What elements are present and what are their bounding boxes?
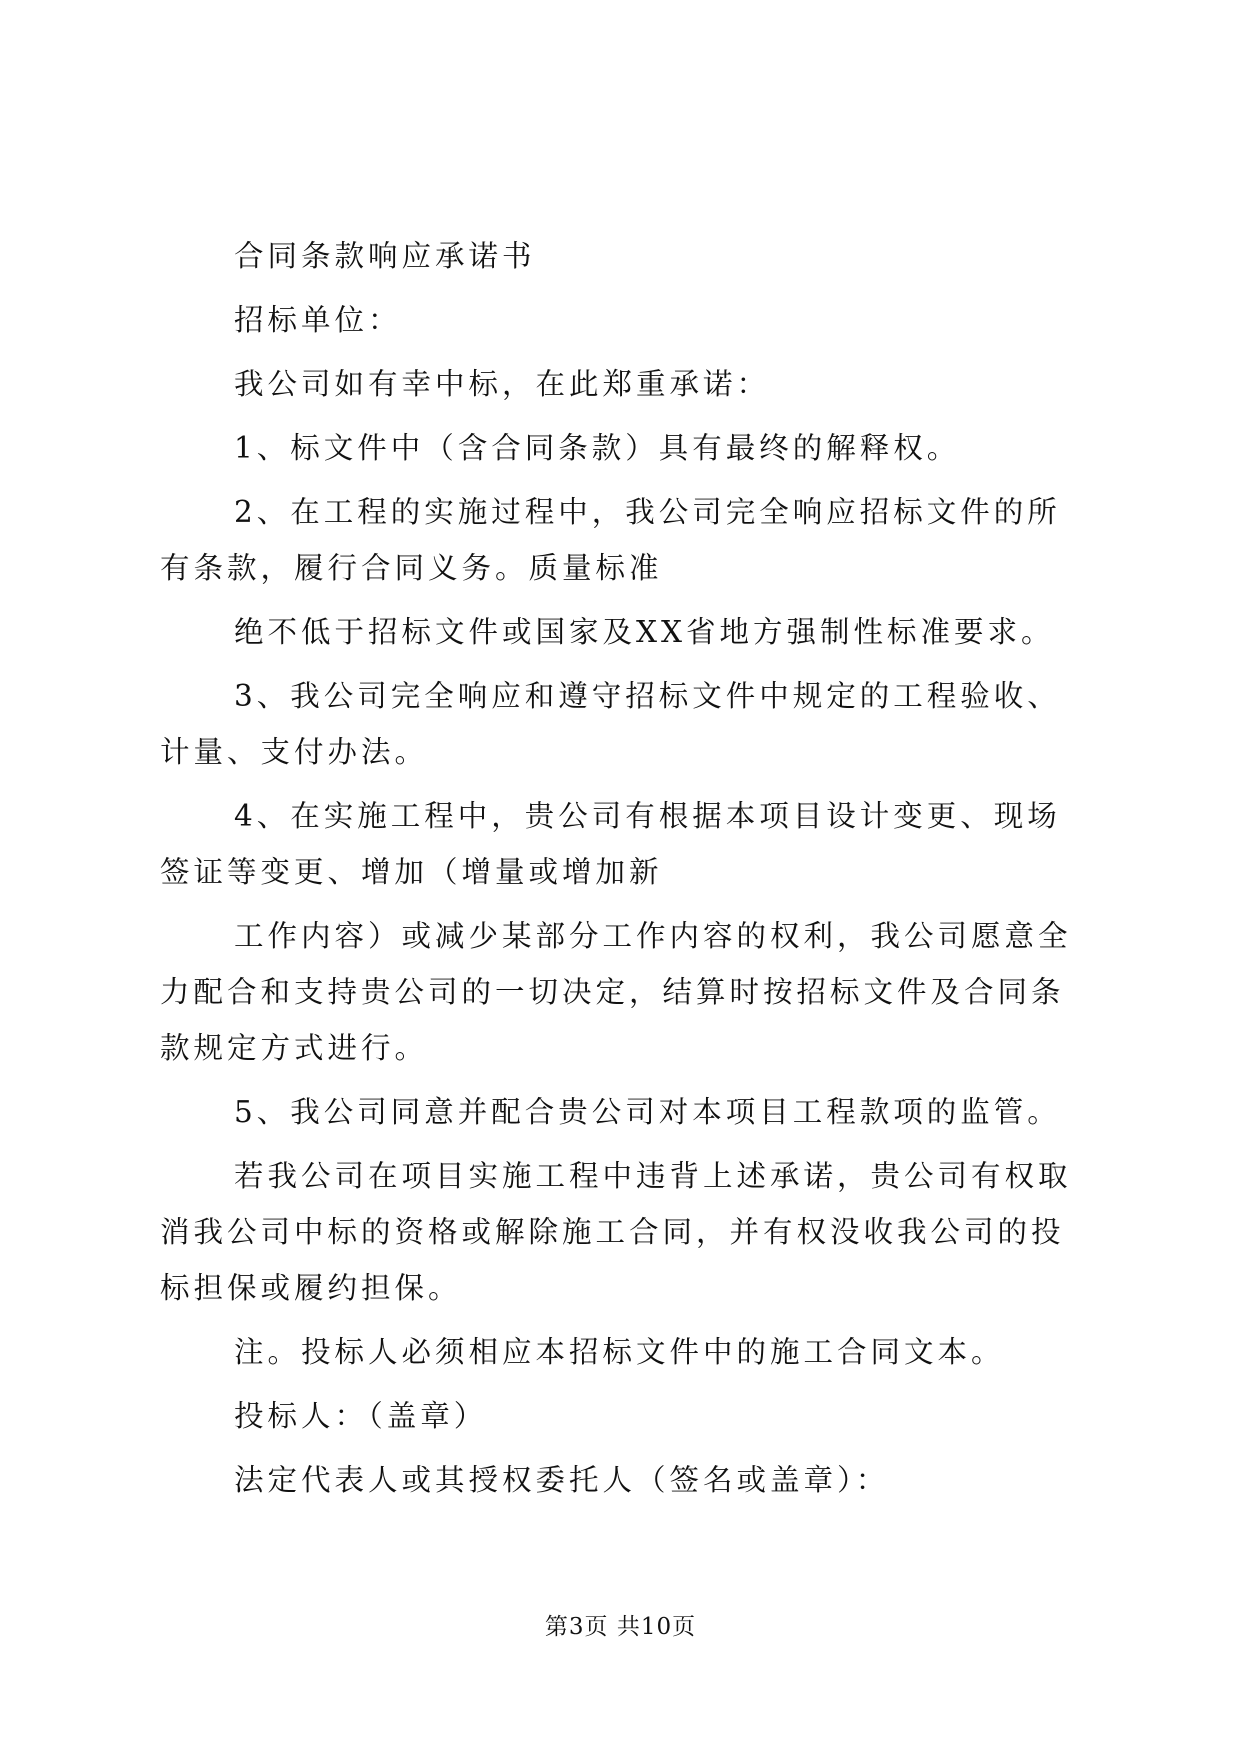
paragraph-legal-representative: 法定代表人或其授权委托人（签名或盖章）：: [234, 1463, 890, 1497]
paragraph-item-4: 4、在实施工程中，贵公司有根据本项目设计变更、现场签证等变更、增加（增量或增加新: [160, 799, 1061, 889]
document-body: [160, 228, 1092, 1516]
paragraph-breach-clause: 若我公司在项目实施工程中违背上述承诺，贵公司有权取消我公司中标的资格或解除施工合同，并有权没收我公司的投标担保或履约担保。: [160, 1159, 1072, 1305]
paragraph-commitment-intro: 我公司如有幸中标，在此郑重承诺：: [234, 367, 771, 401]
paragraph-item-5: 5、我公司同意并配合贵公司对本项目工程款项的监管。: [234, 1095, 1061, 1129]
paragraph-bidder-seal: 投标人：（盖章）: [234, 1399, 488, 1433]
document-title: 合同条款响应承诺书: [234, 239, 536, 273]
paragraph-item-2-continued: 绝不低于招标文件或国家及XX省地方强制性标准要求。: [234, 615, 1055, 649]
paragraph-item-4-continued: 工作内容）或减少某部分工作内容的权利，我公司愿意全力配合和支持贵公司的一切决定，结算时按招标文件及合同条款规定方式进行。: [160, 919, 1072, 1065]
paragraph-bidding-unit: 招标单位：: [234, 303, 402, 337]
paragraph-item-1: 1、标文件中（含合同条款）具有最终的解释权。: [234, 431, 961, 465]
paragraph-note: 注。投标人必须相应本招标文件中的施工合同文本。: [234, 1335, 1005, 1369]
paragraph-item-2: 2、在工程的实施过程中，我公司完全响应招标文件的所有条款，履行合同义务。质量标准: [160, 495, 1061, 585]
paragraph-item-3: 3、我公司完全响应和遵守招标文件中规定的工程验收、计量、支付办法。: [160, 679, 1061, 769]
page-number-footer: 第3页 共10页: [544, 1614, 697, 1640]
